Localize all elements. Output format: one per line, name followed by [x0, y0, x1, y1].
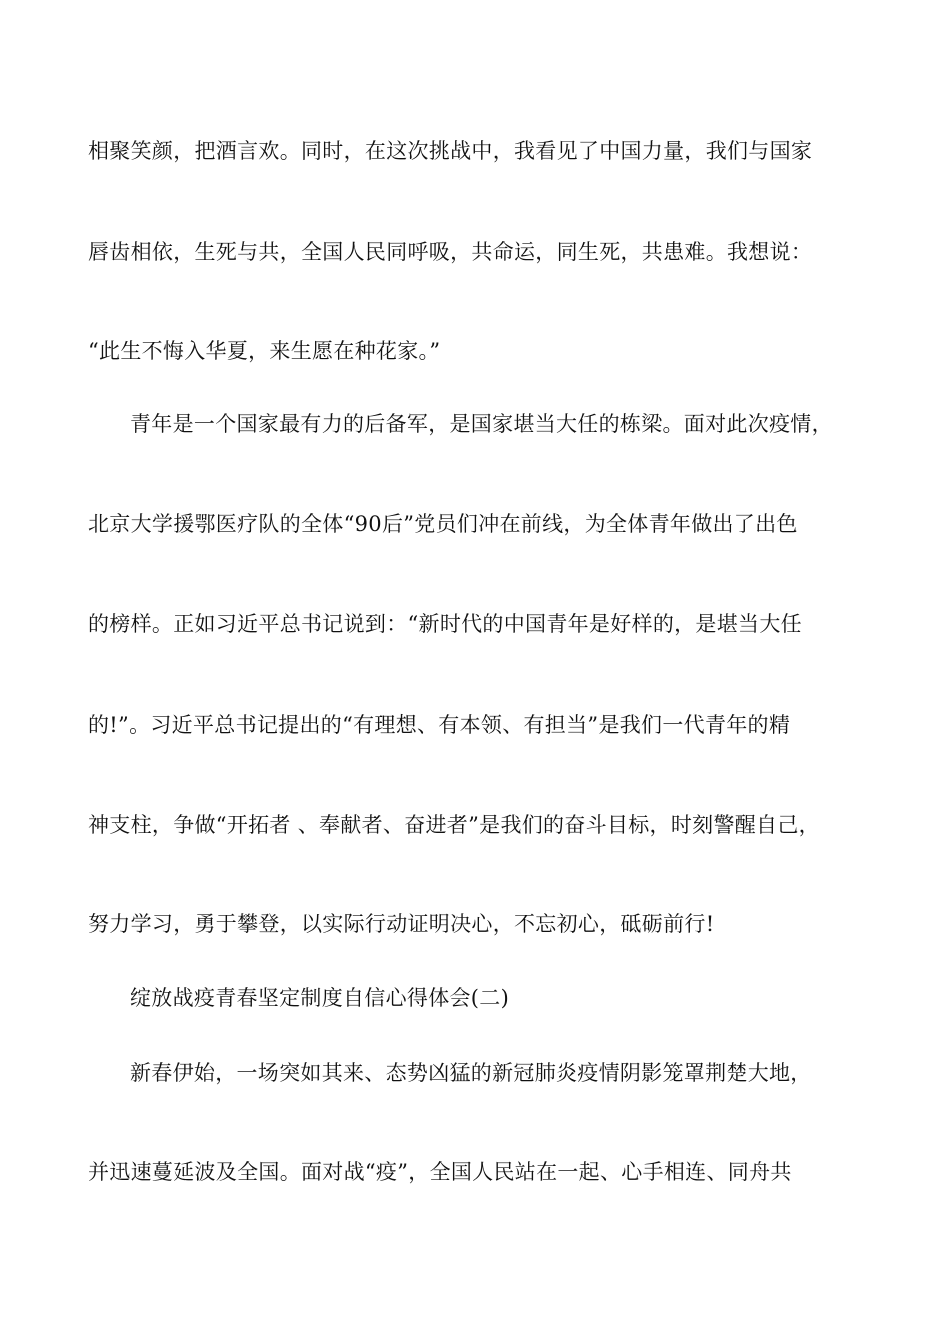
text-line-1: 相聚笑颜，把酒言欢。同时，在这次挑战中，我看见了中国力量，我们与国家 [88, 139, 813, 163]
text-line-2: 唇齿相依，生死与共，全国人民同呼吸，共命运，同生死，共患难。我想说： [88, 240, 813, 264]
text-line-8: 神支柱，争做“开拓者 、奉献者、奋进者”是我们的奋斗目标，时刻警醒自己， [88, 813, 820, 837]
paragraph-start-youth: 青年是一个国家最有力的后备军，是国家堪当大任的栋梁。面对此次疫情， [130, 412, 833, 436]
text-line-7: 的!”。习近平总书记提出的“有理想、有本领、有担当”是我们一代青年的精 [88, 713, 791, 737]
text-line-9: 努力学习，勇于攀登，以实际行动证明决心，不忘初心，砥砺前行! [88, 912, 715, 936]
text-line-3: “此生不悔入华夏，来生愿在种花家。” [88, 339, 441, 363]
paragraph-start-new-spring: 新春伊始，一场突如其来、态势凶猛的新冠肺炎疫情阴影笼罩荆楚大地， [130, 1061, 812, 1085]
text-line-12: 并迅速蔓延波及全国。面对战“疫”，全国人民站在一起、心手相连、同舟共 [88, 1160, 792, 1184]
text-line-5: 北京大学援鄂医疗队的全体“90后”党员们冲在前线，为全体青年做出了出色 [88, 512, 798, 536]
text-line-6: 的榜样。正如习近平总书记说到：“新时代的中国青年是好样的，是堪当大任 [88, 612, 802, 636]
section-heading: 绽放战疫青春坚定制度自信心得体会(二) [130, 986, 510, 1010]
